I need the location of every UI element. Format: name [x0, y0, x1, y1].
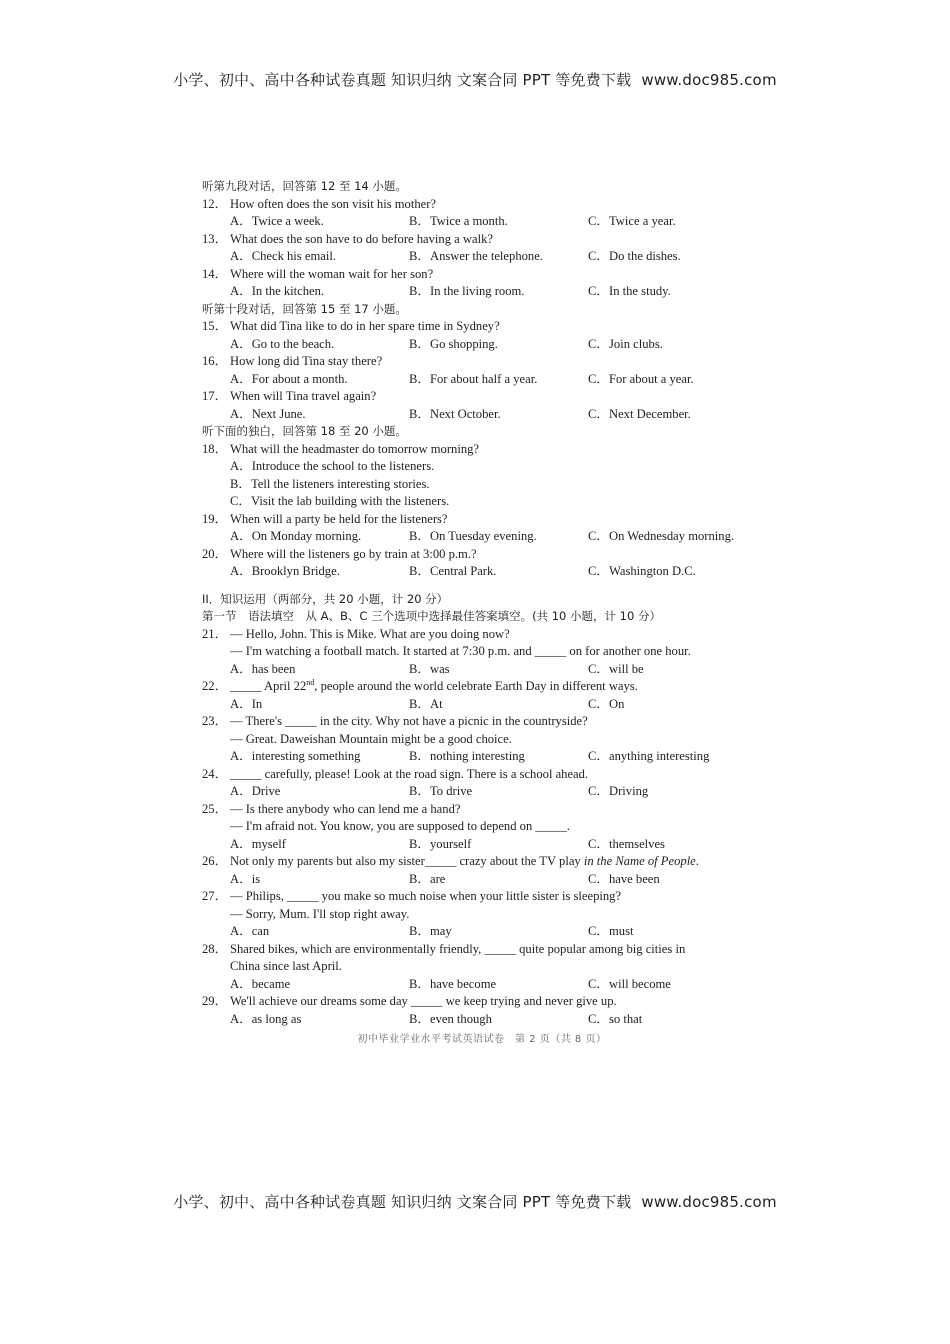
- question-20: 20． Where will the listeners go by train at 3:00 p.m.?: [202, 546, 477, 561]
- banner-url[interactable]: www.doc985.com: [641, 71, 777, 89]
- question-15: 15． What did Tina like to do in her spare time in Sydney?: [202, 319, 500, 333]
- option-c: C．On: [588, 696, 625, 711]
- option-b: B．At: [409, 696, 443, 711]
- question-21: 21． — Hello, John. This is Mike. What are you doing now?: [202, 626, 510, 641]
- question-16: 16． How long did Tina stay there?: [202, 354, 383, 368]
- option-c: C．will be: [588, 661, 644, 676]
- options-19: [202, 528, 762, 546]
- option-a: A．Twice a week.: [230, 214, 324, 228]
- option-b: B．Central Park.: [409, 564, 497, 578]
- question-14: 14． Where will the woman wait for her son?: [202, 266, 434, 281]
- option-c: C．have been: [588, 871, 660, 886]
- question-19: 19． When will a party be held for the listeners?: [202, 511, 448, 526]
- option-c: C．themselves: [588, 836, 665, 851]
- section-heading: 听下面的独白，回答第 18 至 20 小题。: [202, 424, 407, 438]
- question-12: 12． How often does the son visit his mother?: [202, 196, 437, 211]
- option-c: C．Next December.: [588, 406, 691, 421]
- option-a: A．Go to the beach.: [230, 336, 335, 351]
- option-a: A．In the kitchen.: [230, 284, 325, 298]
- option-b: B．are: [409, 871, 446, 886]
- options-26: [202, 871, 762, 889]
- question-28: 28． Shared bikes, which are environmentally friendly, _____ quite popular among big cities in: [202, 941, 686, 956]
- options-21: [202, 661, 762, 679]
- option-c: C．so that: [588, 1011, 643, 1026]
- options-22: [202, 696, 762, 714]
- banner-text: 小学、初中、高中各种试卷真题 知识归纳 文案合同 PPT 等免费下载: [173, 1193, 632, 1211]
- question-27-line-2: — Sorry, Mum. I'll stop right away.: [230, 906, 410, 921]
- question-23-line-2: — Great. Daweishan Mountain might be a good choice.: [230, 731, 512, 746]
- option-b: B．To drive: [409, 784, 473, 798]
- options-17: [202, 406, 762, 424]
- question-23: 23． — There's _____ in the city. Why not have a picnic in the countryside?: [202, 714, 588, 728]
- banner-text: 小学、初中、高中各种试卷真题 知识归纳 文案合同 PPT 等免费下载: [173, 71, 632, 89]
- option-a: A．as long as: [230, 1011, 302, 1026]
- option-a: A．On Monday morning.: [230, 529, 362, 543]
- options-28: [202, 976, 762, 994]
- option-b: B．In the living room.: [409, 284, 525, 298]
- question-25: 25． — Is there anybody who can lend me a hand?: [202, 801, 461, 816]
- question-25-line-2: — I'm afraid not. You know, you are supposed to depend on _____.: [230, 819, 571, 833]
- option-c: C．Do the dishes.: [588, 249, 681, 263]
- option-b: B．nothing interesting: [409, 749, 525, 763]
- section-heading: 听第十段对话，回答第 15 至 17 小题。: [202, 301, 407, 316]
- option-a: A．Drive: [230, 784, 281, 798]
- option-b: B．have become: [409, 976, 497, 991]
- question-28-line-2: China since last April.: [230, 959, 342, 973]
- option-c: C．Join clubs.: [588, 336, 663, 351]
- site-banner-bottom: [0, 1191, 950, 1212]
- option-c: C．will become: [588, 976, 671, 991]
- option-b: B．Twice a month.: [409, 214, 508, 228]
- option-a: A．Check his email.: [230, 249, 336, 263]
- option-a: A．Next June.: [230, 406, 306, 421]
- question-24: 24． _____ carefully, please! Look at the road sign. There is a school ahead.: [202, 766, 589, 781]
- option-b: B．yourself: [409, 836, 472, 851]
- option-a: A．is: [230, 871, 261, 886]
- option-a: A．myself: [230, 836, 286, 851]
- part-title: II．知识运用（两部分，共 20 小题，计 20 分）: [202, 591, 449, 606]
- question-29: 29． We'll achieve our dreams some day _____ we keep trying and never give up.: [202, 994, 617, 1008]
- options-23: [202, 748, 762, 766]
- option-b: B．On Tuesday evening.: [409, 529, 537, 543]
- option-a: A．For about a month.: [230, 371, 348, 386]
- question-18: 18． What will the headmaster do tomorrow morning?: [202, 441, 480, 456]
- options-13: [202, 248, 762, 266]
- section-title: 第一节 语法填空 从 A、B、C 三个选项中选择最佳答案填空。(共 10 小题，计 10 分）: [202, 609, 661, 623]
- options-24: [202, 783, 762, 801]
- options-12: [202, 213, 762, 231]
- option-c: C．On Wednesday morning.: [588, 529, 735, 543]
- option-b: B．Go shopping.: [409, 336, 498, 351]
- option-b: B．For about half a year.: [409, 371, 538, 386]
- exam-page: [202, 178, 762, 1045]
- question-27: 27． — Philips, _____ you make so much noise when your little sister is sleeping?: [202, 889, 622, 903]
- option-b: B．Next October.: [409, 406, 501, 421]
- option-b: B．even though: [409, 1011, 492, 1026]
- option-a: A．became: [230, 976, 291, 991]
- option-c: C．In the study.: [588, 284, 671, 298]
- option-a: A．can: [230, 924, 270, 938]
- option-a: A．In: [230, 696, 263, 711]
- banner-url[interactable]: www.doc985.com: [641, 1193, 777, 1211]
- option-c: C．Visit the lab building with the listeners.: [230, 494, 450, 508]
- options-25: [202, 836, 762, 854]
- question-26: 26． Not only my parents but also my sister_____ crazy about the TV play in the Name of People.: [202, 854, 699, 868]
- options-27: [202, 923, 762, 941]
- options-29: [202, 1011, 762, 1029]
- section-heading: 听第九段对话，回答第 12 至 14 小题。: [202, 179, 407, 193]
- option-a: A．interesting something: [230, 749, 361, 763]
- option-c: C．Twice a year.: [588, 214, 676, 228]
- option-b: B．Answer the telephone.: [409, 249, 543, 263]
- option-a: A．Introduce the school to the listeners.: [230, 459, 435, 473]
- option-c: C．anything interesting: [588, 749, 710, 763]
- question-22: 22． _____ April 22nd, people around the world celebrate Earth Day in different ways.: [202, 677, 638, 693]
- options-16: [202, 371, 762, 389]
- page-footer: 初中毕业学业水平考试英语试卷 第 2 页（共 8 页）: [357, 1034, 607, 1045]
- option-b: B．Tell the listeners interesting stories.: [230, 476, 430, 491]
- options-14: [202, 283, 762, 301]
- question-17: 17． When will Tina travel again?: [202, 389, 377, 403]
- option-b: B．was: [409, 661, 450, 676]
- option-a: A．has been: [230, 661, 296, 676]
- options-15: [202, 336, 762, 354]
- option-c: C．must: [588, 924, 634, 938]
- options-20: [202, 563, 762, 581]
- option-c: C．Driving: [588, 784, 649, 798]
- option-a: A．Brooklyn Bridge.: [230, 564, 340, 578]
- option-c: C．Washington D.C.: [588, 564, 696, 578]
- site-banner-top: [0, 69, 950, 90]
- option-c: C．For about a year.: [588, 371, 694, 386]
- question-13: 13． What does the son have to do before having a walk?: [202, 231, 493, 246]
- option-b: B．may: [409, 924, 452, 938]
- question-21-line-2: — I'm watching a football match. It started at 7:30 p.m. and _____ on for another one hour.: [230, 644, 691, 658]
